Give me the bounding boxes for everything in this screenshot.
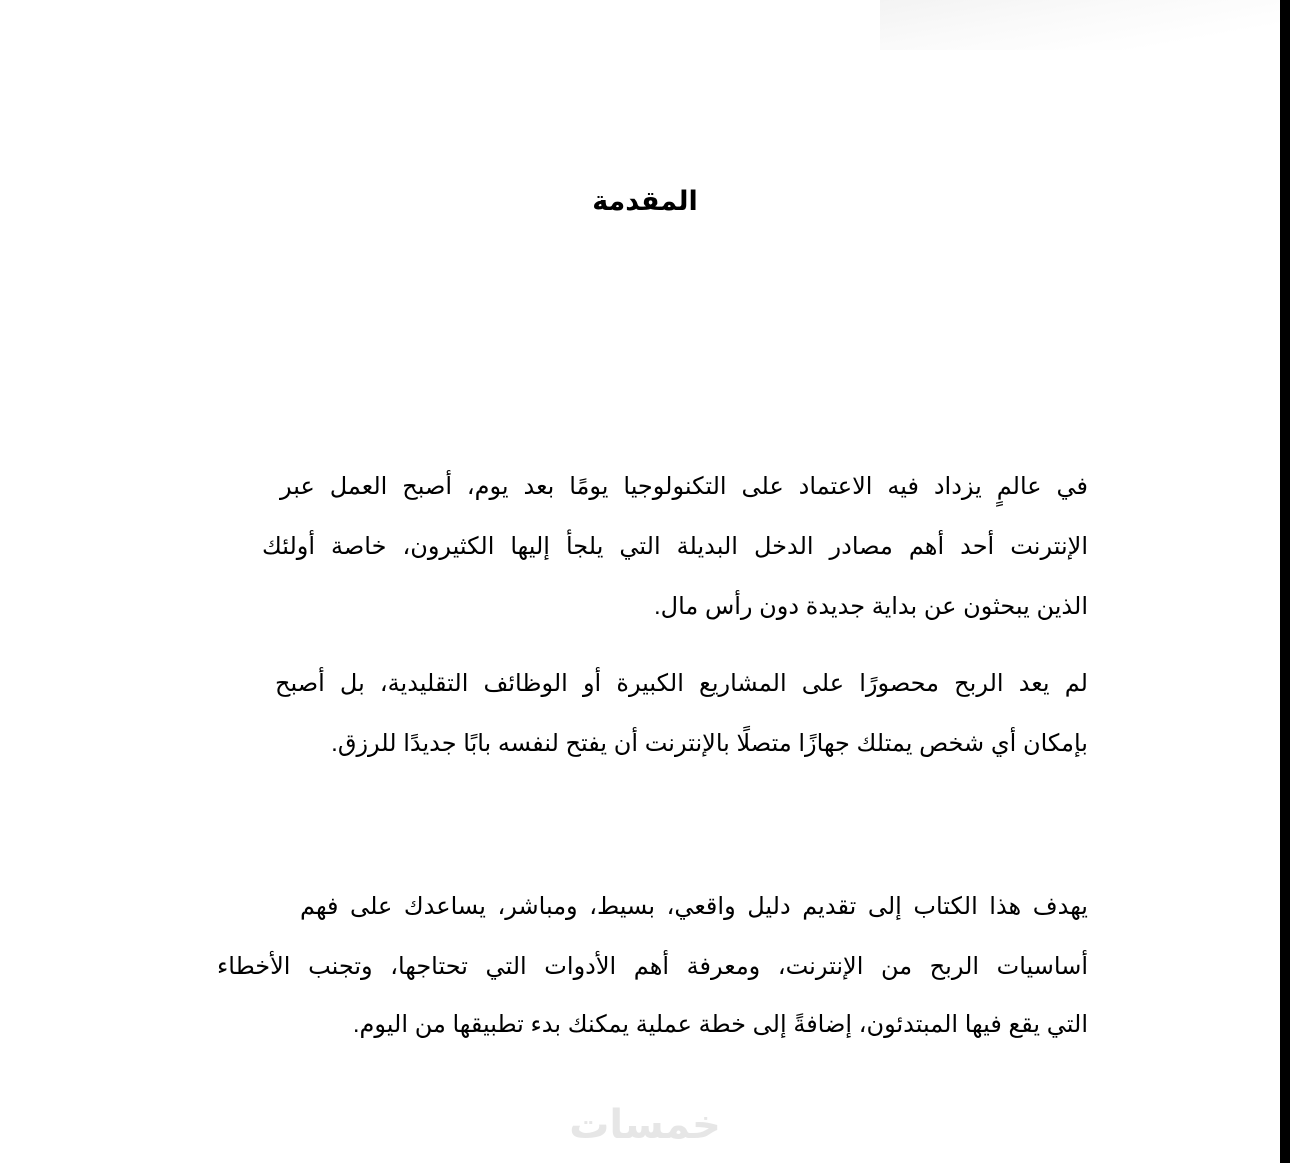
paragraph-1-line-1: في عالمٍ يزداد فيه الاعتماد على التكنولوجيا يومًا بعد يوم، أصبح العمل عبر bbox=[280, 473, 1088, 500]
paragraph-1-line-3: الذين يبحثون عن بداية جديدة دون رأس مال. bbox=[654, 593, 1088, 620]
paragraph-3-line-2: أساسيات الربح من الإنترنت، ومعرفة أهم الأدوات التي تحتاجها، وتجنب الأخطاء bbox=[217, 953, 1089, 980]
paragraph-2-line-2: بإمكان أي شخص يمتلك جهازًا متصلًا بالإنترنت أن يفتح لنفسه بابًا جديدًا للرزق. bbox=[331, 730, 1088, 757]
watermark-logo: خمسات bbox=[569, 1103, 721, 1147]
paragraph-2-line-1: لم يعد الربح محصورًا على المشاريع الكبيرة أو الوظائف التقليدية، بل أصبح bbox=[275, 670, 1088, 697]
paragraph-3-line-1: يهدف هذا الكتاب إلى تقديم دليل واقعي، بسيط، ومباشر، يساعدك على فهم bbox=[300, 893, 1088, 920]
paragraph-3-line-3: التي يقع فيها المبتدئون، إضافةً إلى خطة عملية يمكنك بدء تطبيقها من اليوم. bbox=[352, 1011, 1088, 1038]
top-shadow bbox=[880, 0, 1280, 50]
page-title: المقدمة bbox=[592, 186, 698, 216]
paragraph-1-line-2: الإنترنت أحد أهم مصادر الدخل البديلة التي يلجأ إليها الكثيرون، خاصة أولئك bbox=[262, 533, 1089, 560]
right-edge-bar bbox=[1280, 0, 1290, 1163]
